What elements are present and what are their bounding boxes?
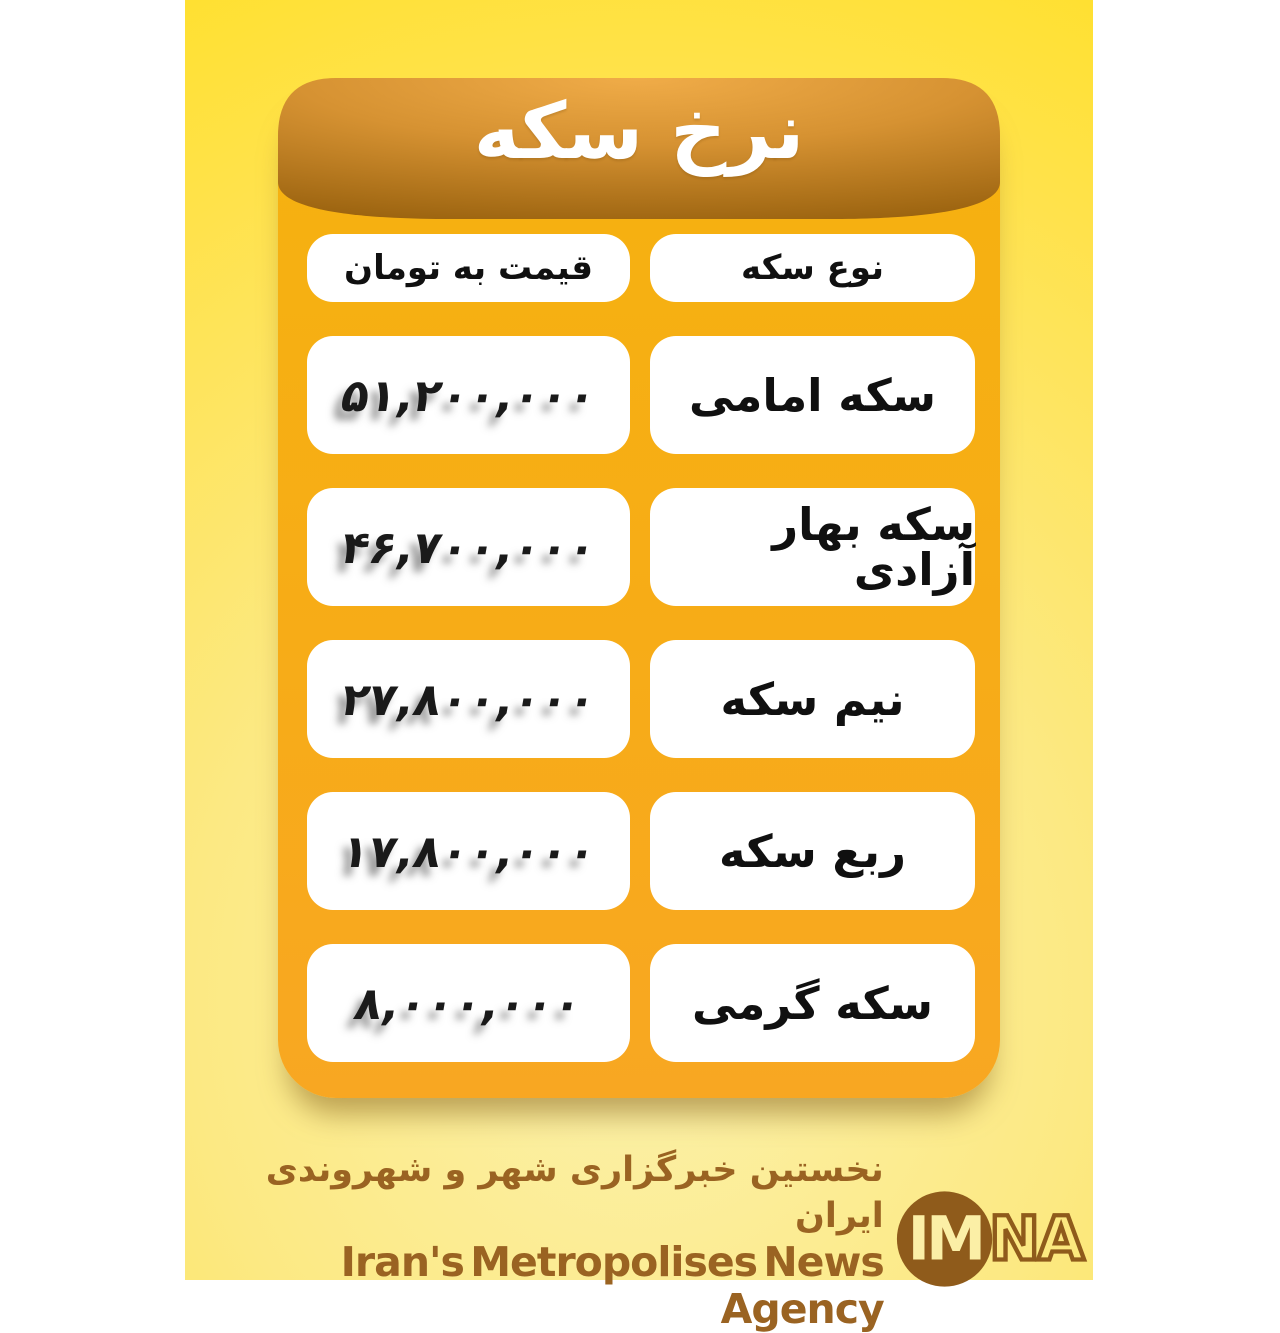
- footer-tagline-fa: نخستین خبرگزاری شهر و شهروندی ایران: [265, 1150, 884, 1236]
- price-value: ۵۱,۲۰۰,۰۰۰: [336, 368, 601, 422]
- footer-tagline-en: Iran's Metropolises News Agency: [340, 1238, 884, 1333]
- price-value: ۲۷,۸۰۰,۰۰۰: [336, 672, 601, 726]
- price-value: ۱۷,۸۰۰,۰۰۰: [336, 824, 601, 878]
- coin-price-cell: [307, 640, 630, 758]
- coin-type-cell: سکه گرمی: [650, 944, 975, 1062]
- price-table: [307, 234, 975, 1062]
- poster-background: [185, 0, 1093, 1333]
- footer-taglines: [185, 1148, 884, 1333]
- footer: [185, 1148, 1093, 1333]
- coin-price-cell: [307, 488, 630, 606]
- price-value: ۸,۰۰۰,۰۰۰: [350, 976, 587, 1030]
- coin-type-cell: ربع سکه: [650, 792, 975, 910]
- column-header-price: قیمت به تومان: [307, 234, 630, 302]
- poster-title: نرخ سکه: [473, 87, 805, 177]
- coin-type-cell: سکه بهار آزادی: [650, 488, 975, 606]
- coin-price-cell: [307, 944, 630, 1062]
- column-header-type: نوع سکه: [650, 234, 975, 302]
- coin-type-cell: سکه امامی: [650, 336, 975, 454]
- imna-logo-im-text: IM: [907, 1204, 982, 1275]
- coin-price-cell: [307, 336, 630, 454]
- coin-price-cell: [307, 792, 630, 910]
- imna-logo: [894, 1187, 1093, 1295]
- imna-logo-na-text: NA: [989, 1204, 1083, 1275]
- price-value: ۴۶,۷۰۰,۰۰۰: [336, 520, 601, 574]
- coin-type-cell: نیم سکه: [650, 640, 975, 758]
- price-panel: [278, 78, 1000, 1098]
